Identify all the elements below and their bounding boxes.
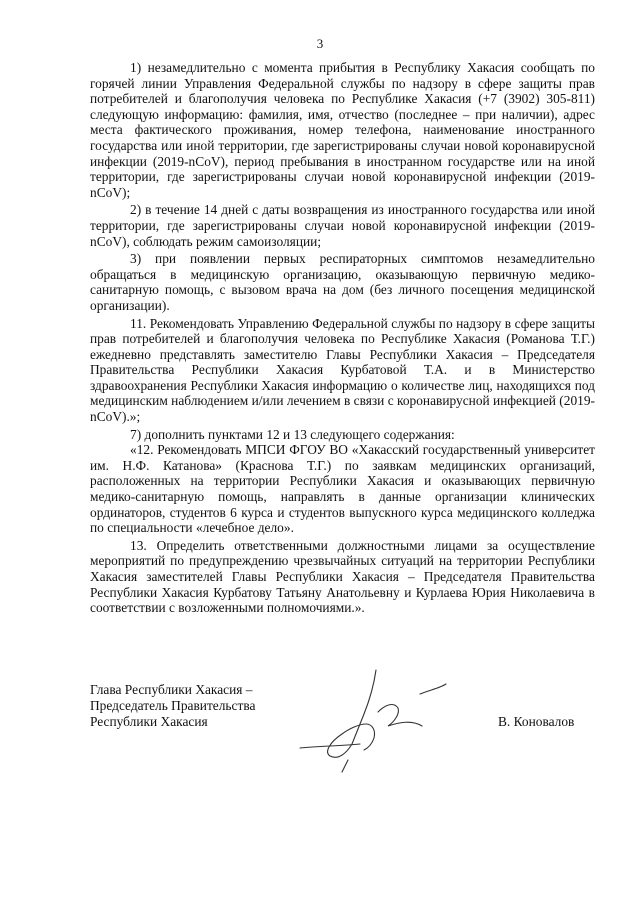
document-body	[90, 60, 595, 616]
signatory-title-line: Председатель Правительства	[90, 698, 256, 713]
signatory-title-line: Республики Хакасия	[90, 714, 208, 729]
signatory-title	[90, 682, 255, 730]
paragraph-clause-12: «12. Рекомендовать МПСИ ФГОУ ВО «Хакасский государственный университет им. Н.Ф. Катанова» (Краснова Т.Г.) по заявкам медицинских организаций, расположенных на территории Республики Хакасия и оказывающих первичную медико-санитарную помощь, направлять в данные организации клинических ординаторов, студентов 6 курса и студентов выпускного курса медицинского колледжа по специальности «лечебное дело».	[90, 442, 595, 536]
paragraph-clause-13: 13. Определить ответственными должностными лицами за осуществление мероприятий по предупреждению чрезвычайных ситуаций на территории Республики Хакасия заместителей Главы Республики Хакасия – Председателя Правительства Республики Хакасия Курбатову Татьяну Анатольевну и Курлаева Юрия Николаевича в соответствии с возложенными полномочиями.».	[90, 537, 595, 616]
paragraph-item-7: 7) дополнить пунктами 12 и 13 следующего содержания:	[130, 426, 455, 442]
paragraph-item-1: 1) незамедлительно с момента прибытия в Республику Хакасия сообщать по горячей линии Управления Федеральной службы по надзору в сфере защиты прав потребителей и благополучия человека по Республике Хакасия (+7 (3902) 305-811) следующую информацию: фамилия, имя, отчество (последнее – при наличии), адрес места фактического проживания, номер телефона, наименование иностранного государства или иной территории, где зарегистрированы случаи новой коронавирусной инфекции (2019-nCoV), период пребывания в иностранном государстве или на иной территории, где зарегистрированы случаи новой коронавирусной инфекции (2019-nCoV);	[90, 60, 595, 200]
handwritten-signature	[290, 664, 450, 774]
paragraph-item-2: 2) в течение 14 дней с даты возвращения из иностранного государства или иной территории, где зарегистрированы случаи новой коронавирусной инфекции (2019-nCoV), соблюдать режим самоизоляции;	[90, 202, 595, 249]
signatory-name: В. Коновалов	[498, 714, 575, 729]
paragraph-clause-11: 11. Рекомендовать Управлению Федеральной службы по надзору в сфере защиты прав потребителей и благополучия человека по Республике Хакасия (Романова Т.Г.) ежедневно представлять заместителю Главы Республики Хакасия – Председателя Правительства Республики Хакасия Курбатовой Т.А. и в Министерство здравоохранения Республики Хакасия информацию о количестве лиц, находящихся под медицинским наблюдением и/или лечением в связи с коронавирусной инфекцией (2019-nCoV).»;	[90, 315, 595, 425]
page-number: 3	[316, 36, 324, 51]
signatory-title-line: Глава Республики Хакасия –	[90, 682, 253, 697]
paragraph-item-3: 3) при появлении первых респираторных симптомов незамедлительно обращаться в медицинскую организацию, оказывающую первичную медико-санитарную помощь, с вызовом врача на дом (без личного посещения медицинской организации).	[90, 251, 595, 313]
